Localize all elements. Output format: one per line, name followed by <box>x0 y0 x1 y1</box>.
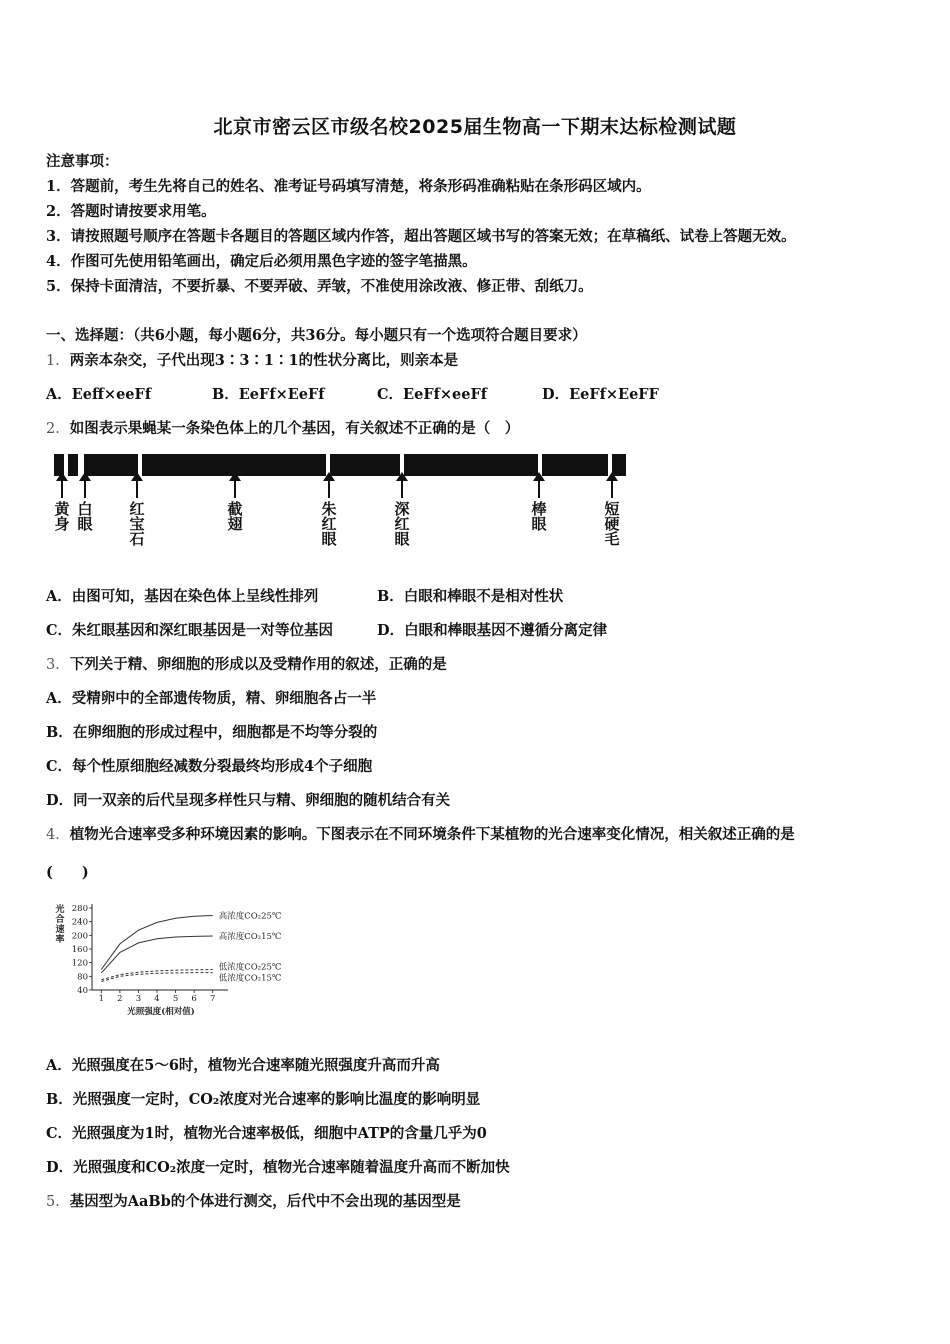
y-tick-label: 120 <box>71 958 88 969</box>
notice-item-1: 1．答题前，考生先将自己的姓名、准考证号码填写清楚，将条形码准确粘贴在条形码区域内。 <box>46 178 651 195</box>
gene-label-baiyan: 白眼 <box>77 500 93 533</box>
series-label: 低浓度CO₂15℃ <box>218 973 282 984</box>
x-tick-label: 6 <box>191 994 197 1004</box>
y-axis-label: 光合速率 <box>55 905 65 945</box>
gene-arrow <box>401 478 403 498</box>
photosynthesis-chart <box>52 902 302 1022</box>
q1-option-d: D．EeFf×EeFF <box>542 386 659 403</box>
x-tick-label: 3 <box>135 994 142 1004</box>
series-label: 高浓度CO₂15℃ <box>218 932 282 943</box>
x-tick-label: 1 <box>98 994 104 1004</box>
question-number: 5． <box>46 1194 70 1210</box>
q3-option-c: C．每个性原细胞经减数分裂最终均形成4个子细胞 <box>46 758 373 775</box>
question-stem: 如图表示果蝇某一条染色体上的几个基因，有关叙述不正确的是（ ） <box>69 420 520 437</box>
q1-option-c: C．EeFf×eeFf <box>377 386 487 403</box>
gene-label-zhuhongyan: 朱红眼 <box>321 500 337 548</box>
y-tick-label: 240 <box>71 917 88 928</box>
gene-arrow <box>234 478 236 498</box>
notice-heading: 注意事项： <box>46 153 119 170</box>
question-number: 1． <box>46 353 70 369</box>
notice-item-5: 5．保持卡面清洁，不要折暴、不要弄破、弄皱，不准使用涂改液、修正带、刮纸刀。 <box>46 278 593 295</box>
chromosome-segment <box>68 454 78 476</box>
x-tick-label: 7 <box>210 994 216 1004</box>
q2-option-d: D．白眼和棒眼基因不遵循分离定律 <box>377 622 608 639</box>
chromosome-segment <box>404 454 538 476</box>
q4-option-b: B．光照强度一定时，CO₂浓度对光合速率的影响比温度的影响明显 <box>46 1091 481 1108</box>
gene-arrow <box>61 478 63 498</box>
x-tick-label: 4 <box>154 994 160 1004</box>
question-4 <box>46 825 795 845</box>
y-tick-label: 40 <box>77 986 88 996</box>
q3-option-b: B．在卵细胞的形成过程中，细胞都是不均等分裂的 <box>46 724 378 741</box>
q4-option-a: A．光照强度在5～6时，植物光合速率随光照强度升高而升高 <box>46 1057 440 1074</box>
chromosome-segment <box>84 454 138 476</box>
series-line <box>101 970 212 980</box>
notice-item-2: 2．答题时请按要求用笔。 <box>46 203 216 220</box>
series-line <box>101 916 212 970</box>
q3-option-d: D．同一双亲的后代呈现多样性只与精、卵细胞的随机结合有关 <box>46 792 451 809</box>
question-1 <box>46 351 458 371</box>
q2-option-a: A．由图可知，基因在染色体上呈线性排列 <box>46 588 319 605</box>
y-tick-label: 160 <box>71 945 88 955</box>
gene-arrow <box>84 478 86 498</box>
series-label: 高浓度CO₂25℃ <box>218 911 282 922</box>
question-5 <box>46 1192 461 1212</box>
x-axis-label: 光照强度(相对值) <box>127 1007 195 1017</box>
q4-option-d: D．光照强度和CO₂浓度一定时，植物光合速率随着温度升高而不断加快 <box>46 1159 510 1176</box>
gene-arrow <box>538 478 540 498</box>
page-title: 北京市密云区市级名校2025届生物高一下期末达标检测试题 <box>213 116 737 138</box>
q3-option-a: A．受精卵中的全部遗传物质，精、卵细胞各占一半 <box>46 690 377 707</box>
question-stem: 基因型为AaBb的个体进行测交，后代中不会出现的基因型是 <box>69 1193 461 1210</box>
y-tick-label: 80 <box>77 972 88 983</box>
x-tick-label: 2 <box>117 994 123 1004</box>
question-stem: 下列关于精、卵细胞的形成以及受精作用的叙述，正确的是 <box>69 656 447 673</box>
y-tick-label: 200 <box>71 931 88 942</box>
question-number: 2． <box>46 421 70 437</box>
gene-arrow <box>328 478 330 498</box>
q4-option-c: C．光照强度为1时，植物光合速率极低，细胞中ATP的含量几乎为0 <box>46 1125 487 1142</box>
gene-label-jiechi: 截翅 <box>227 500 243 533</box>
gene-label-huangshen: 黄身 <box>54 500 70 533</box>
question-3 <box>46 655 447 675</box>
y-tick-label: 280 <box>71 904 88 914</box>
notice-item-4: 4．作图可先使用铅笔画出，确定后必须用黑色字迹的签字笔描黑。 <box>46 253 477 270</box>
series-line <box>101 973 212 982</box>
chromosome-diagram <box>54 454 630 550</box>
gene-label-hongbaoshi: 红宝石 <box>129 500 145 548</box>
series-label: 低浓度CO₂25℃ <box>218 962 282 973</box>
q1-option-a: A．Eeff×eeFf <box>46 386 152 403</box>
notice-item-3: 3．请按照题号顺序在答题卡各题目的答题区域内作答，超出答题区域书写的答案无效；在草稿纸、试卷上答题无效。 <box>46 228 796 245</box>
gene-arrow <box>611 478 613 498</box>
gene-label-duanyingmao: 短硬毛 <box>604 500 620 548</box>
q1-option-b: B．EeFf×EeFf <box>212 386 325 403</box>
gene-arrow <box>136 478 138 498</box>
question-2 <box>46 419 519 439</box>
gene-label-bangyan: 棒眼 <box>531 500 547 533</box>
question-number: 3． <box>46 657 70 673</box>
q2-option-c: C．朱红眼基因和深红眼基因是一对等位基因 <box>46 622 334 639</box>
x-tick-label: 5 <box>172 994 179 1004</box>
series-line <box>101 936 212 973</box>
chromosome-segment <box>330 454 400 476</box>
section-heading: 一、选择题：（共6小题，每小题6分，共36分。每小题只有一个选项符合题目要求） <box>46 327 587 344</box>
question-4-paren: ( ) <box>46 864 89 881</box>
gene-label-shenhongyan: 深红眼 <box>394 500 410 548</box>
question-stem: 植物光合速率受多种环境因素的影响。下图表示在不同环境条件下某植物的光合速率变化情况，相关叙述正确的是 <box>69 826 795 843</box>
chromosome-segment <box>542 454 608 476</box>
question-number: 4． <box>46 827 70 843</box>
question-stem: 两亲本杂交，子代出现3∶3∶1∶1的性状分离比，则亲本是 <box>69 352 459 369</box>
q2-option-b: B．白眼和棒眼不是相对性状 <box>377 588 564 605</box>
